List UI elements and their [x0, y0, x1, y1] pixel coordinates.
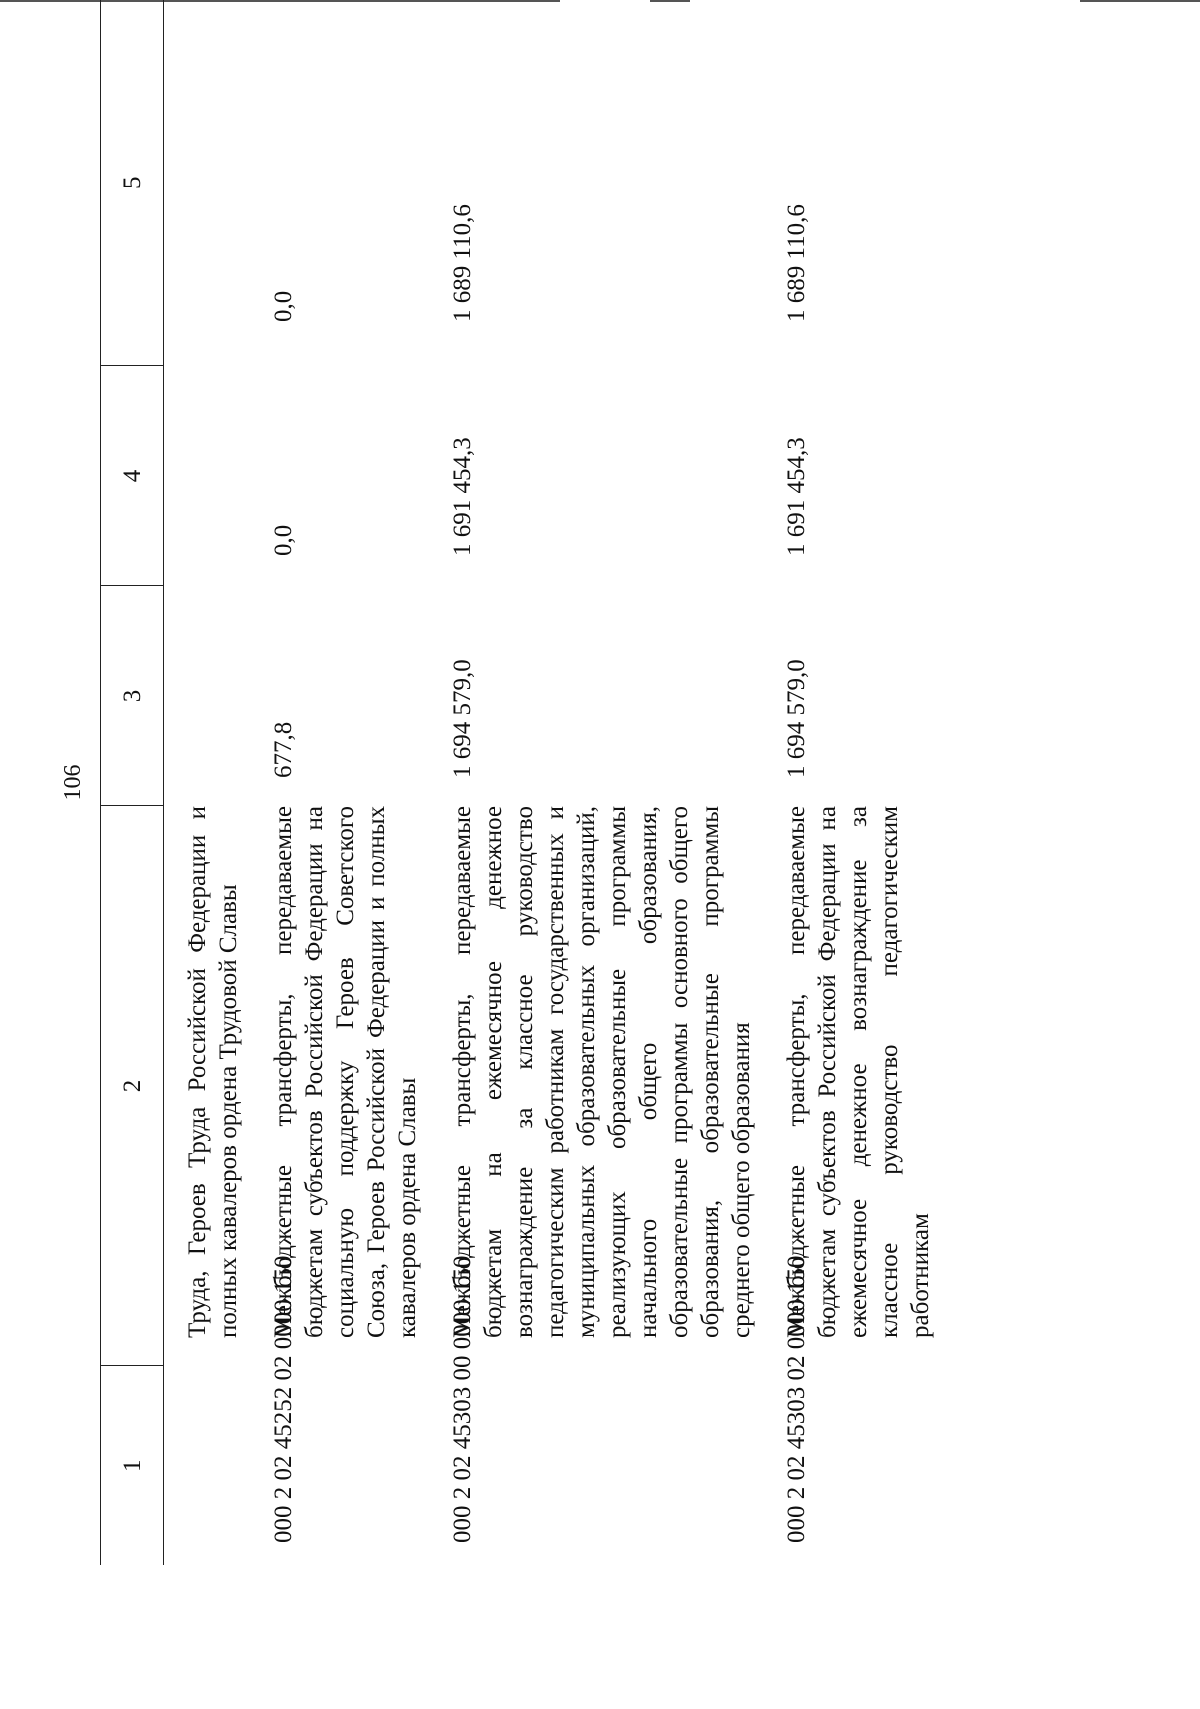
row-value-col5: 1 689 110,6 — [783, 204, 810, 322]
row-description-cell — [423, 806, 757, 1366]
row-value-col4: 1 691 454,3 — [449, 437, 476, 556]
row-value-col4 — [164, 366, 245, 586]
row-description-cell — [164, 806, 245, 1366]
scan-edge-mark — [1080, 0, 1200, 2]
table-row — [244, 0, 423, 1565]
header-col-4: 4 — [101, 366, 164, 586]
row-description: Межбюджетные трансферты, передаваемые бюджетам на ежемесячное денежное вознаграждение за классное руководство педагогическим работникам государственных и муниципальных образовательных организаций, реализующих образовательные программы начального общего образования, образовательные программы основного общего образования, образовательные программы среднего общего образования — [449, 806, 755, 1338]
table-row — [423, 0, 757, 1565]
row-code: 000 2 02 45303 00 0000 150 — [449, 1255, 476, 1543]
row-description-cell — [757, 806, 936, 1366]
row-code: 000 2 02 45303 02 0000 150 — [783, 1255, 810, 1543]
page-number: 106 — [60, 764, 86, 801]
row-description: Межбюджетные трансферты, передаваемые бюджетам субъектов Российской Федерации на ежемесячное денежное вознаграждение за классное руководство педагогическим работникам — [783, 806, 934, 1338]
header-col-1: 1 — [101, 1366, 164, 1565]
row-value-col3: 677,8 — [270, 721, 297, 778]
header-row — [101, 0, 164, 1565]
row-description: Межбюджетные трансферты, передаваемые бюджетам субъектов Российской Федерации на социальную поддержку Героев Советского Союза, Героев Российской Федерации и полных кавалеров ордена Славы — [270, 806, 421, 1338]
row-value-col3: 1 694 579,0 — [449, 659, 476, 778]
budget-table — [100, 0, 936, 1565]
header-col-2: 2 — [101, 806, 164, 1366]
row-description: Труда, Героев Труда Российской Федерации и полных кавалеров ордена Трудовой Славы — [184, 806, 242, 1338]
row-value-col4: 1 691 454,3 — [783, 437, 810, 556]
header-col-3: 3 — [101, 586, 164, 806]
row-value-col5: 1 689 110,6 — [449, 204, 476, 322]
table-row — [757, 0, 936, 1565]
row-value-col4: 0,0 — [270, 524, 297, 556]
row-value-col3: 1 694 579,0 — [783, 659, 810, 778]
row-value-col3 — [164, 586, 245, 806]
table-row — [164, 0, 245, 1565]
row-value-col5: 0,0 — [270, 290, 297, 322]
row-description-cell — [244, 806, 423, 1366]
header-col-5: 5 — [101, 0, 164, 366]
row-code: 000 2 02 45252 02 0000 150 — [270, 1255, 297, 1543]
row-value-col5 — [164, 0, 245, 366]
row-code — [164, 1366, 245, 1565]
